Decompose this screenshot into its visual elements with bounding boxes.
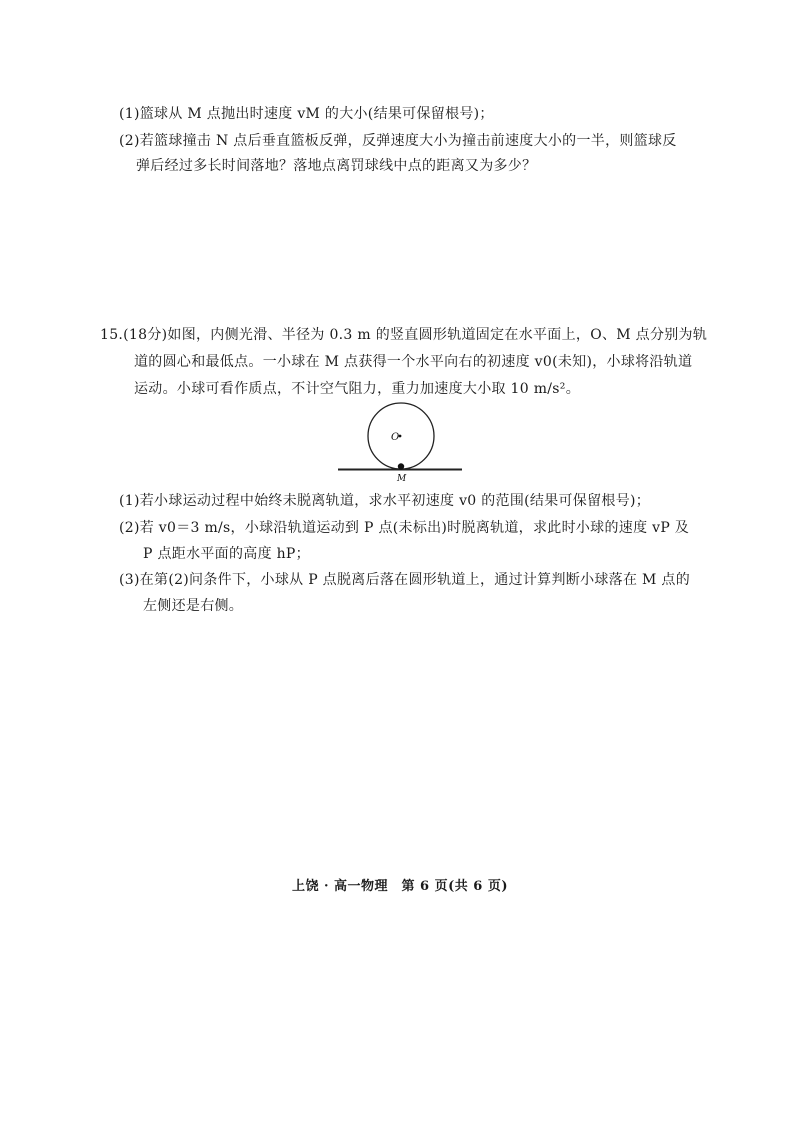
label-m: M	[397, 474, 407, 484]
ball	[398, 463, 404, 469]
q15-stem-line1: 15.(18分)如图，内侧光滑、半径为 0.3 m 的竖直圆形轨道固定在水平面上，O、M 点分别为轨	[100, 327, 708, 343]
q15-part3-line1: (3)在第(2)问条件下，小球从 P 点脱离后落在圆形轨道上，通过计算判断小球落在 M 点的	[119, 572, 691, 588]
circular-track-figure	[338, 402, 462, 484]
label-o: O	[391, 432, 400, 443]
q14-part1: (1)篮球从 M 点抛出时速度 vM 的大小(结果可保留根号)；	[119, 106, 494, 122]
q15-part3-line2: 左侧还是右侧。	[143, 598, 244, 614]
page-footer: 上饶 · 高一物理 第 6 页(共 6 页)	[291, 879, 509, 894]
q15-stem-line2: 道的圆心和最低点。一小球在 M 点获得一个水平向右的初速度 v0(未知)，小球将沿轨道	[134, 354, 693, 370]
q15-stem-line3: 运动。小球可看作质点，不计空气阻力，重力加速度大小取 10 m/s²。	[134, 381, 581, 397]
q14-part2-line1: (2)若篮球撞击 N 点后垂直篮板反弹，反弹速度大小为撞击前速度大小的一半，则篮球反	[119, 133, 677, 149]
q15-part2-line1: (2)若 v0＝3 m/s，小球沿轨道运动到 P 点(未标出)时脱离轨道，求此时小球的速度 vP 及	[119, 520, 690, 536]
q15-part2-line2: P 点距水平面的高度 hP；	[143, 546, 310, 562]
q15-part1: (1)若小球运动过程中始终未脱离轨道，求水平初速度 v0 的范围(结果可保留根号)；	[119, 493, 651, 509]
q14-part2-line2: 弹后经过多长时间落地？落地点离罚球线中点的距离又为多少？	[136, 158, 537, 174]
